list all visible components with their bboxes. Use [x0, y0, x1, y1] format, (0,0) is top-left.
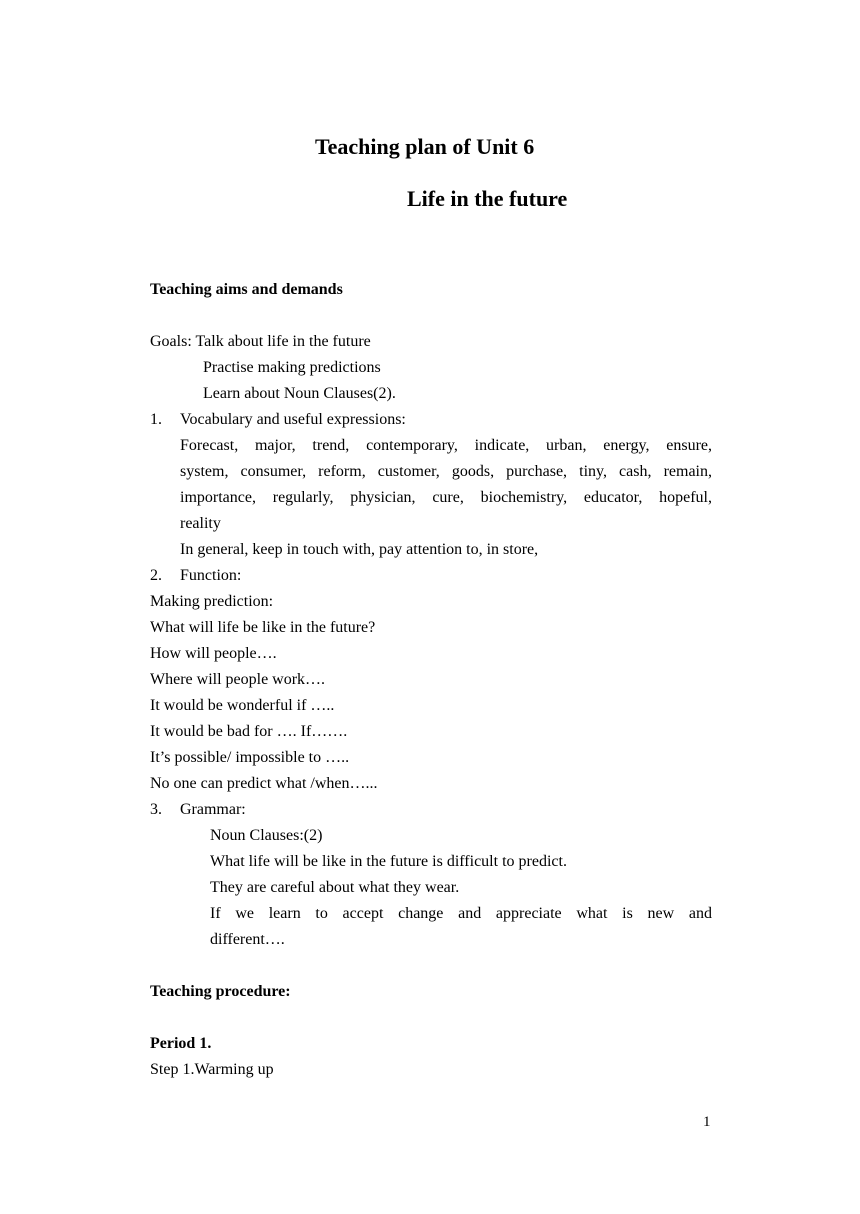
function-heading: Function: — [180, 567, 242, 584]
function-line: Making prediction: — [150, 593, 274, 610]
function-line: How will people…. — [150, 645, 277, 662]
vocab-phrases: In general, keep in touch with, pay attention to, in store, — [180, 541, 539, 558]
function-line: It would be wonderful if ….. — [150, 697, 335, 714]
grammar-heading: Grammar: — [180, 801, 246, 818]
function-line: No one can predict what /when…... — [150, 775, 378, 792]
document-subtitle: Life in the future — [407, 186, 568, 211]
goal-item: Learn about Noun Clauses(2). — [203, 385, 396, 402]
vocab-line: system, consumer, reform, customer, goods, purchase, tiny, cash, remain, — [180, 463, 712, 480]
function-line: It’s possible/ impossible to ….. — [150, 749, 350, 766]
step-line: Step 1.Warming up — [150, 1061, 274, 1078]
function-line: What will life be like in the future? — [150, 619, 376, 636]
section-heading-procedure: Teaching procedure: — [150, 983, 291, 1000]
function-line: It would be bad for …. If……. — [150, 723, 348, 740]
list-number: 2. — [150, 567, 162, 584]
page-number: 1 — [703, 1114, 711, 1130]
section-heading-aims: Teaching aims and demands — [150, 281, 343, 298]
grammar-line: They are careful about what they wear. — [210, 879, 460, 896]
goals-line: Goals: Talk about life in the future — [150, 333, 371, 350]
vocab-line: importance, regularly, physician, cure, biochemistry, educator, hopeful, — [180, 489, 712, 506]
grammar-line: What life will be like in the future is difficult to predict. — [210, 853, 567, 870]
vocab-line: reality — [180, 515, 221, 532]
document-title: Teaching plan of Unit 6 — [315, 134, 535, 159]
grammar-line: different…. — [210, 931, 285, 948]
grammar-line: If we learn to accept change and appreciate what is new and — [210, 905, 712, 922]
goal-item: Practise making predictions — [203, 359, 381, 376]
vocab-heading: Vocabulary and useful expressions: — [180, 411, 406, 428]
period-heading: Period 1. — [150, 1035, 212, 1052]
vocab-line: Forecast, major, trend, contemporary, indicate, urban, energy, ensure, — [180, 437, 712, 454]
list-number: 3. — [150, 801, 162, 818]
list-number: 1. — [150, 411, 162, 428]
function-line: Where will people work…. — [150, 671, 326, 688]
grammar-line: Noun Clauses:(2) — [210, 827, 323, 844]
